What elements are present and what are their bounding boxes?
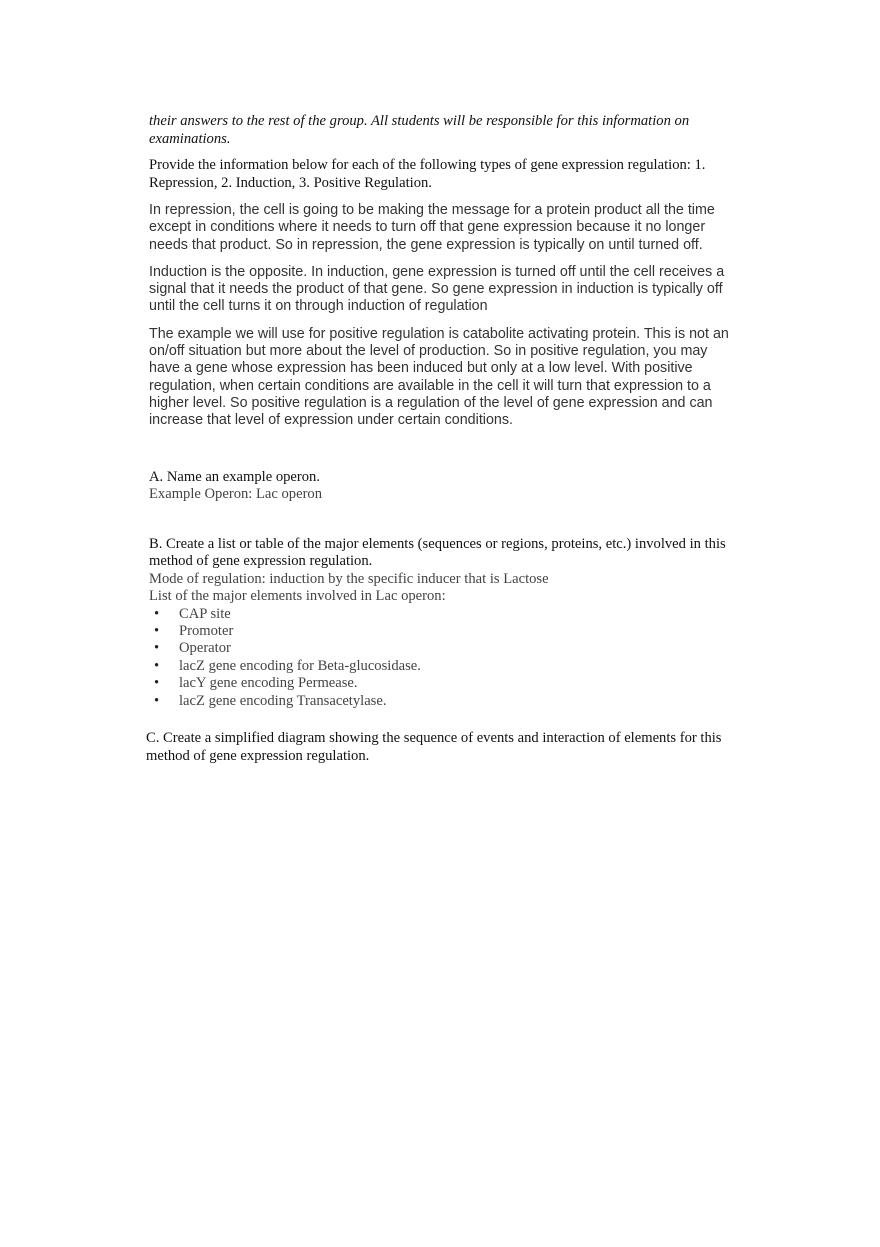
bullet-icon: •: [154, 640, 160, 657]
section-a-answer: Example Operon: Lac operon: [149, 486, 323, 503]
mode-of-regulation: Mode of regulation: induction by the specific inducer that is Lactose: [149, 570, 549, 587]
list-item: • Promoter: [154, 622, 234, 639]
list-item: • Operator: [154, 640, 231, 657]
question-text: Provide the information below for each of the following types of gene expression regulation: 1. Repression, 2. Induction, 3. Positive Regulation.: [149, 157, 706, 191]
elements-list-heading: List of the major elements involved in Lac operon:: [149, 588, 446, 605]
document-page: [146, 113, 739, 765]
section-a-question: A. Name an example operon.: [149, 468, 321, 485]
section-b: [149, 536, 739, 710]
section-c-question: C. Create a simplified diagram showing the sequence of events and interaction of elements for this method of gene expression regulation.: [146, 730, 722, 764]
bullet-icon: •: [154, 692, 160, 709]
bullet-icon: •: [154, 622, 160, 639]
section-a: [149, 469, 739, 504]
section-c: [146, 730, 739, 765]
list-item: • lacZ gene encoding for Beta-glucosidase.: [154, 657, 421, 674]
intro-text: their answers to the rest of the group. All students will be responsible for this information on examinations.: [149, 113, 690, 147]
induction-paragraph: Induction is the opposite. In induction, gene expression is turned off until the cell receives a signal that it needs the product of that gene. So gene expression in induction is typically off until the cell turns it on through induction of regulation: [149, 263, 725, 315]
bullet-icon: •: [154, 605, 160, 622]
list-item: • lacY gene encoding Permease.: [154, 675, 358, 692]
list-item: • CAP site: [154, 605, 231, 622]
section-b-question: B. Create a list or table of the major elements (sequences or regions, proteins, etc.) involved in this method of gene expression regulation.: [149, 535, 726, 570]
list-item: • lacZ gene encoding Transacetylase.: [154, 692, 387, 709]
bullet-icon: •: [154, 657, 160, 674]
repression-paragraph: In repression, the cell is going to be making the message for a protein product all the time except in conditions where it needs to turn off that gene expression because it no longer needs that product. So in repression, the gene expression is typically on until turned off.: [149, 202, 715, 253]
elements-list: [149, 606, 739, 710]
bullet-icon: •: [154, 675, 160, 692]
positive-regulation-paragraph: The example we will use for positive regulation is catabolite activating protein. This is not an on/off situation but more about the level of production. So in positive regulation, you may have a gene whose expression has been induced but only at a low level. With positive regulation, when certain conditions are available in the cell it will turn that expression to a higher level. So positive regulation is a regulation of the level of gene expression and can increase that level of expression under certain conditions.: [149, 325, 729, 429]
